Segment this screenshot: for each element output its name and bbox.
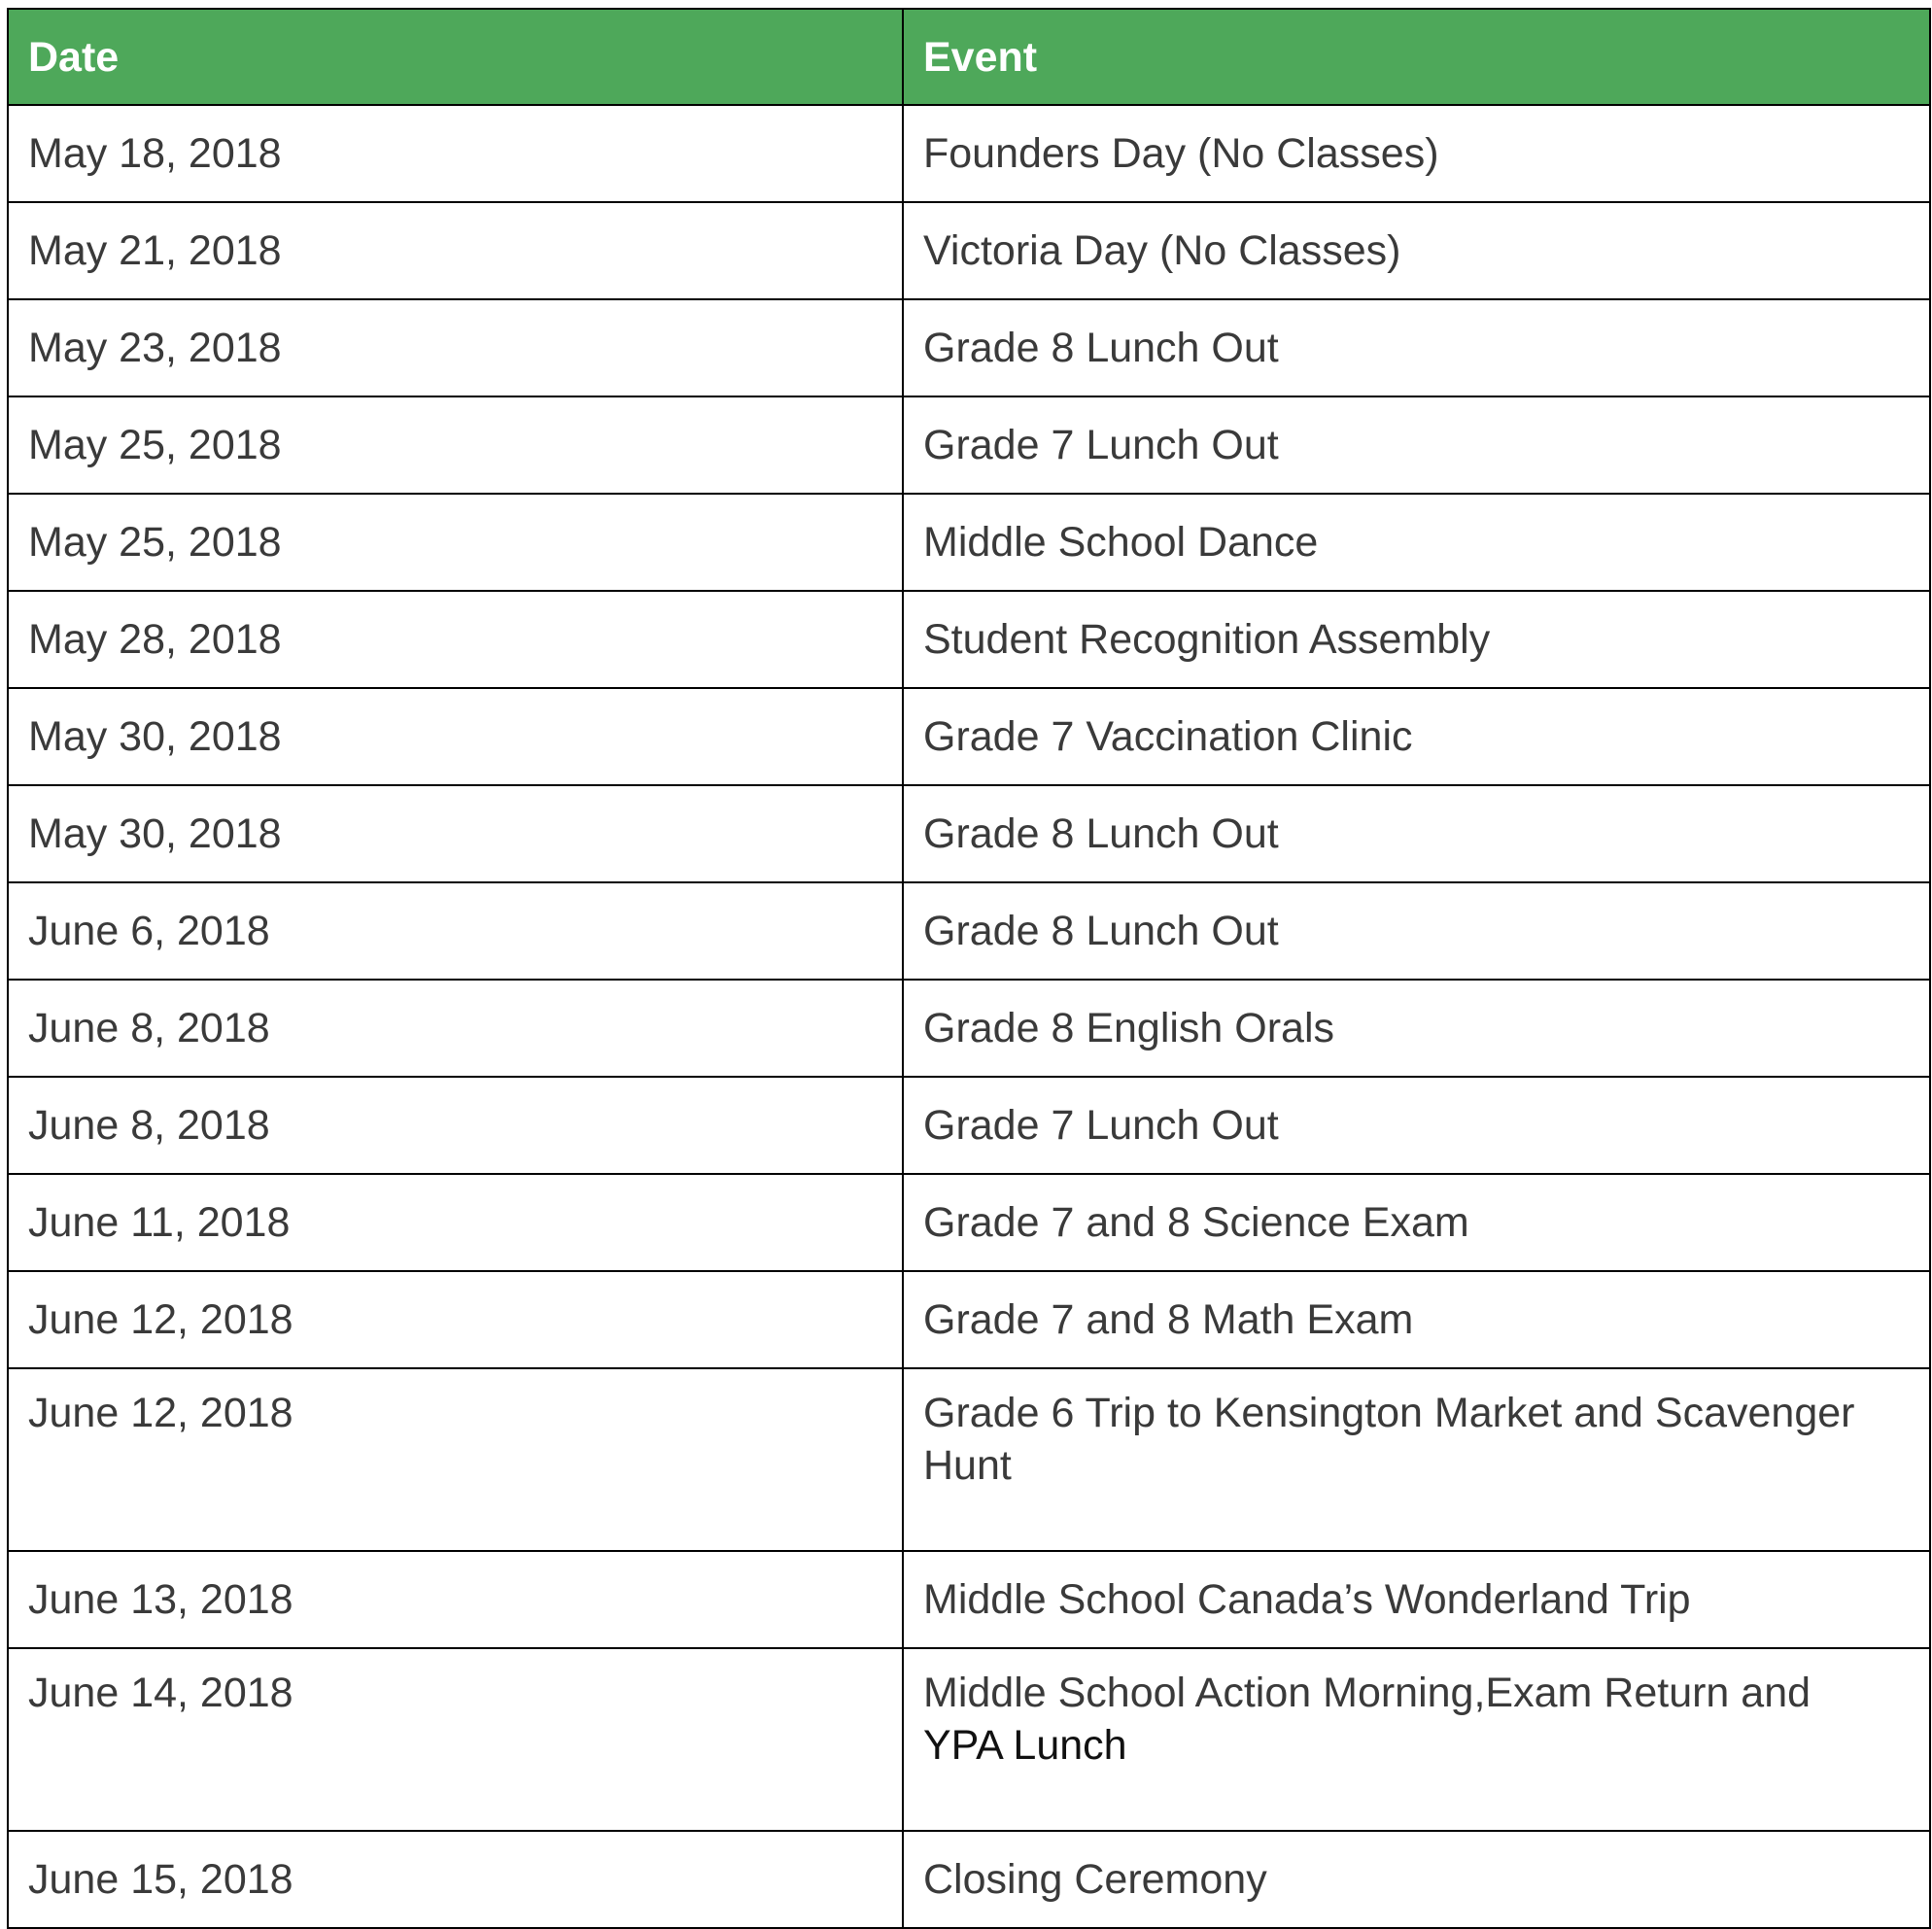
date-cell: June 11, 2018 (8, 1174, 903, 1271)
table-row (8, 1551, 1930, 1648)
event-cell: Middle School Dance (903, 494, 1930, 591)
event-cell: Victoria Day (No Classes) (903, 202, 1930, 299)
event-cell: Grade 8 Lunch Out (903, 785, 1930, 882)
table-row (8, 202, 1930, 299)
event-text: Middle School Action Morning,Exam Return and (923, 1670, 1811, 1716)
date-cell: June 15, 2018 (8, 1831, 903, 1928)
table-row (8, 688, 1930, 785)
column-header-event: Event (903, 9, 1930, 105)
event-cell (903, 1648, 1930, 1831)
event-cell: Founders Day (No Classes) (903, 105, 1930, 202)
date-cell: May 28, 2018 (8, 591, 903, 688)
date-cell: June 8, 2018 (8, 1077, 903, 1174)
table-row (8, 1077, 1930, 1174)
event-text-continued: YPA Lunch (923, 1722, 1127, 1769)
date-cell: June 6, 2018 (8, 882, 903, 980)
table-row (8, 1368, 1930, 1551)
date-cell: May 23, 2018 (8, 299, 903, 396)
table-row (8, 882, 1930, 980)
table-row (8, 105, 1930, 202)
date-cell: June 12, 2018 (8, 1368, 903, 1551)
event-cell: Grade 8 English Orals (903, 980, 1930, 1077)
date-cell: June 13, 2018 (8, 1551, 903, 1648)
event-cell: Grade 6 Trip to Kensington Market and Scavenger Hunt (903, 1368, 1930, 1551)
table-row (8, 396, 1930, 494)
table-row (8, 785, 1930, 882)
event-cell: Grade 7 Vaccination Clinic (903, 688, 1930, 785)
table-header-row (8, 9, 1930, 105)
date-cell: May 18, 2018 (8, 105, 903, 202)
events-table (7, 8, 1931, 1929)
date-cell: May 21, 2018 (8, 202, 903, 299)
event-cell: Grade 7 and 8 Math Exam (903, 1271, 1930, 1368)
event-cell: Grade 8 Lunch Out (903, 882, 1930, 980)
date-cell: May 25, 2018 (8, 396, 903, 494)
date-cell: June 14, 2018 (8, 1648, 903, 1831)
event-cell: Student Recognition Assembly (903, 591, 1930, 688)
date-cell: May 30, 2018 (8, 785, 903, 882)
column-header-date: Date (8, 9, 903, 105)
table-row (8, 299, 1930, 396)
date-cell: May 25, 2018 (8, 494, 903, 591)
table-row (8, 1271, 1930, 1368)
event-cell: Grade 7 and 8 Science Exam (903, 1174, 1930, 1271)
table-row (8, 1831, 1930, 1928)
date-cell: June 12, 2018 (8, 1271, 903, 1368)
event-cell: Closing Ceremony (903, 1831, 1930, 1928)
table-row (8, 1648, 1930, 1831)
events-calendar (7, 8, 1929, 1929)
date-cell: May 30, 2018 (8, 688, 903, 785)
event-cell: Grade 7 Lunch Out (903, 396, 1930, 494)
table-row (8, 1174, 1930, 1271)
table-row (8, 980, 1930, 1077)
event-cell: Grade 7 Lunch Out (903, 1077, 1930, 1174)
event-cell: Grade 8 Lunch Out (903, 299, 1930, 396)
date-cell: June 8, 2018 (8, 980, 903, 1077)
event-cell: Middle School Canada’s Wonderland Trip (903, 1551, 1930, 1648)
table-row (8, 494, 1930, 591)
table-row (8, 591, 1930, 688)
